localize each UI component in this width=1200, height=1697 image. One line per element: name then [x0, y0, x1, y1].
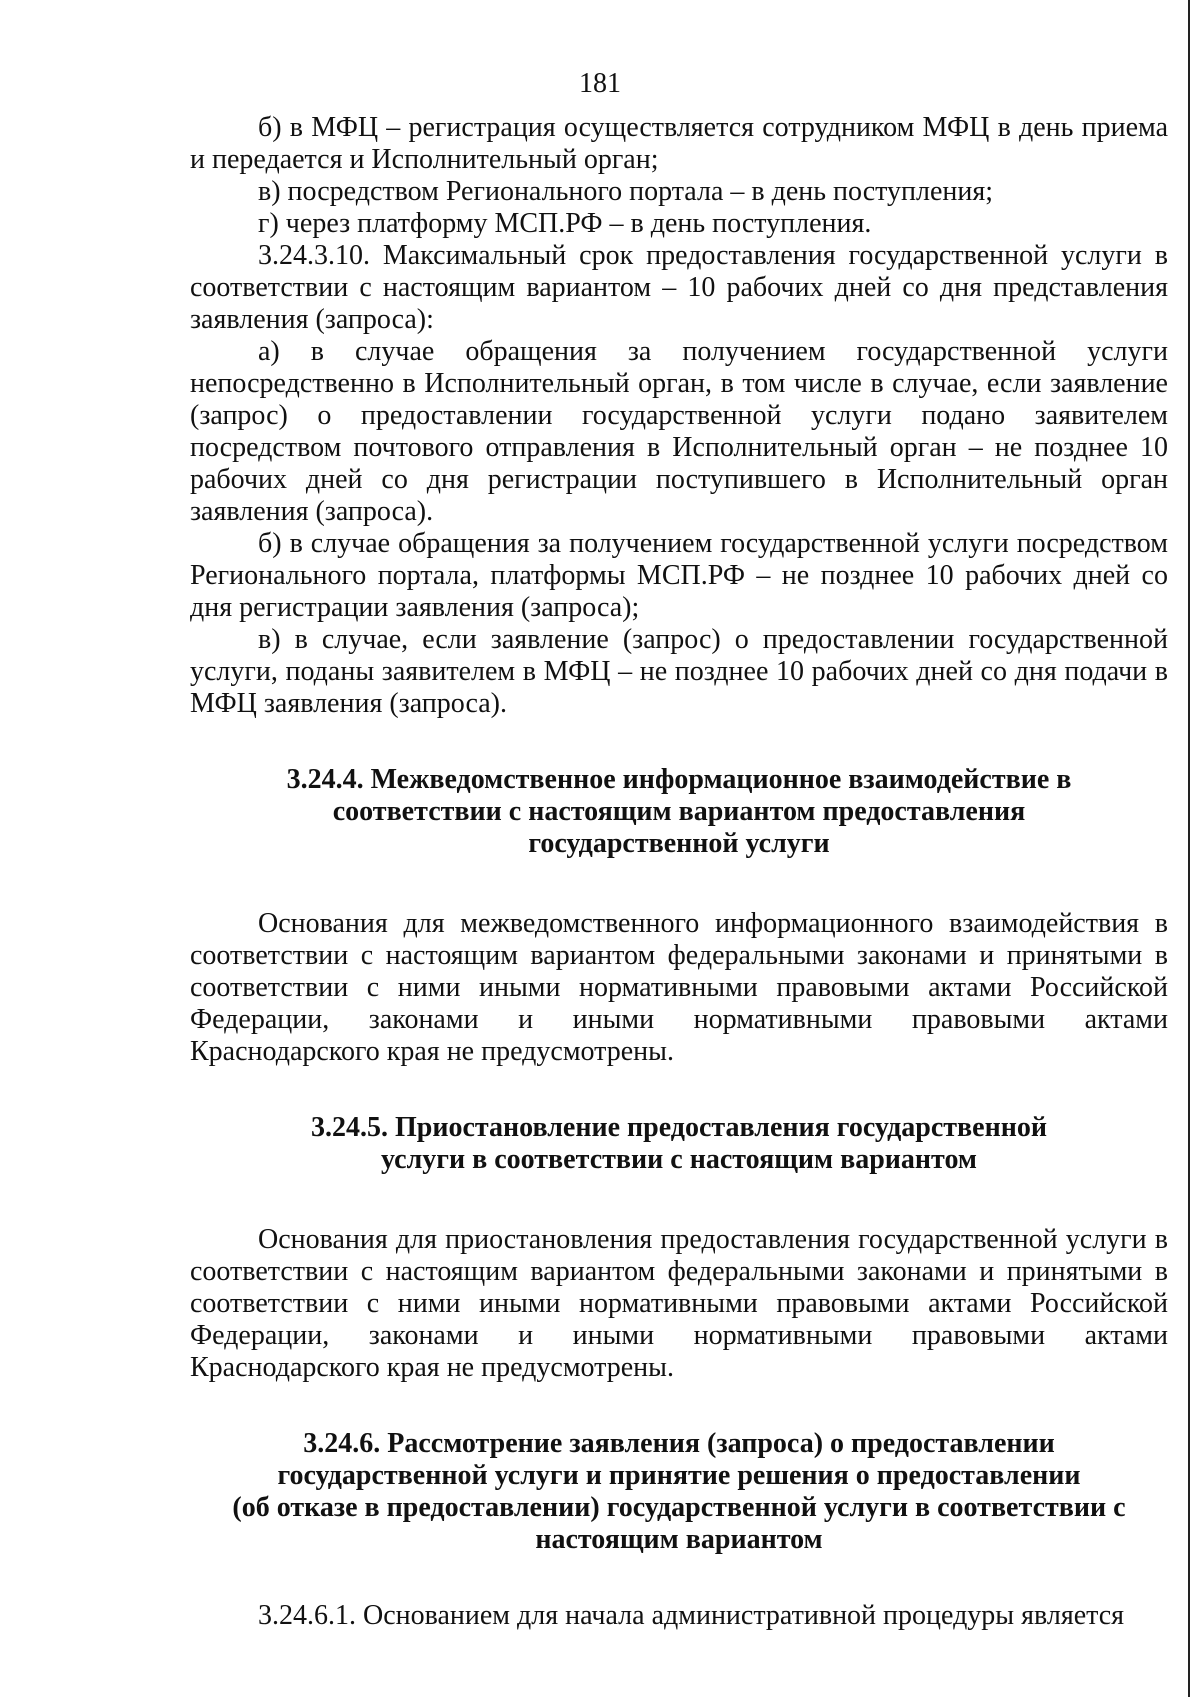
paragraph-max-term: 3.24.3.10. Максимальный срок предоставления государственной услуги в соответствии с настоящим вариантом – 10 рабочих дней со дня представления заявления (запроса):	[190, 240, 1168, 335]
section-heading-3-24-5	[190, 1112, 1168, 1176]
section-heading-3-24-6	[190, 1428, 1168, 1556]
heading-line: соответствии с настоящим вариантом предоставления	[332, 796, 1026, 827]
page-number: 181	[579, 68, 621, 99]
heading-line: 3.24.5. Приостановление предоставления государственной	[311, 1112, 1047, 1143]
scan-edge-line	[1188, 0, 1190, 1697]
document-body	[190, 112, 1168, 1632]
heading-line: государственной услуги	[528, 828, 830, 859]
paragraph-term-b: б) в случае обращения за получением государственной услуги посредством Регионального портала, платформы МСП.РФ – не позднее 10 рабочих дней со дня регистрации заявления (запроса);	[190, 528, 1168, 623]
section-body-3-24-5: Основания для приостановления предоставления государственной услуги в соответствии с настоящим вариантом федеральными законами и принятыми в соответствии с ними иными нормативными правовыми актами Российской Федерации, законами и иными нормативными правовыми актами Краснодарского края не предусмотрены.	[190, 1224, 1168, 1383]
heading-line: 3.24.6. Рассмотрение заявления (запроса) о предоставлении	[303, 1428, 1055, 1459]
heading-line: (об отказе в предоставлении) государственной услуги в соответствии с	[232, 1492, 1126, 1523]
section-heading-3-24-4	[190, 764, 1168, 860]
paragraph-mfc-registration: б) в МФЦ – регистрация осуществляется сотрудником МФЦ в день приема и передается и Исполнительный орган;	[190, 112, 1168, 175]
paragraph-term-c: в) в случае, если заявление (запрос) о предоставлении государственной услуги, поданы заявителем в МФЦ – не позднее 10 рабочих дней со дня подачи в МФЦ заявления (запроса).	[190, 624, 1168, 719]
heading-line: услуги в соответствии с настоящим вариантом	[381, 1144, 977, 1175]
heading-line: 3.24.4. Межведомственное информационное взаимодействие в	[286, 764, 1072, 795]
section-body-3-24-4: Основания для межведомственного информационного взаимодействия в соответствии с настоящим вариантом федеральными законами и принятыми в соответствии с ними иными нормативными правовыми актами Российской Федерации, законами и иными нормативными правовыми актами Краснодарского края не предусмотрены.	[190, 908, 1168, 1067]
paragraph-msp-platform: г) через платформу МСП.РФ – в день поступления.	[258, 208, 872, 239]
heading-line: настоящим вариантом	[535, 1524, 823, 1555]
paragraph-term-a: а) в случае обращения за получением государственной услуги непосредственно в Исполнительный орган, в том числе в случае, если заявление (запрос) о предоставлении государственной услуги подано заявителем посредством почтового отправления в Исполнительный орган – не позднее 10 рабочих дней со дня регистрации поступившего в Исполнительный орган заявления (запроса).	[190, 336, 1168, 527]
heading-line: государственной услуги и принятие решения о предоставлении	[277, 1460, 1081, 1491]
section-body-3-24-6-1: 3.24.6.1. Основанием для начала административной процедуры является	[258, 1600, 1125, 1631]
paragraph-regional-portal: в) посредством Регионального портала – в день поступления;	[258, 176, 994, 207]
